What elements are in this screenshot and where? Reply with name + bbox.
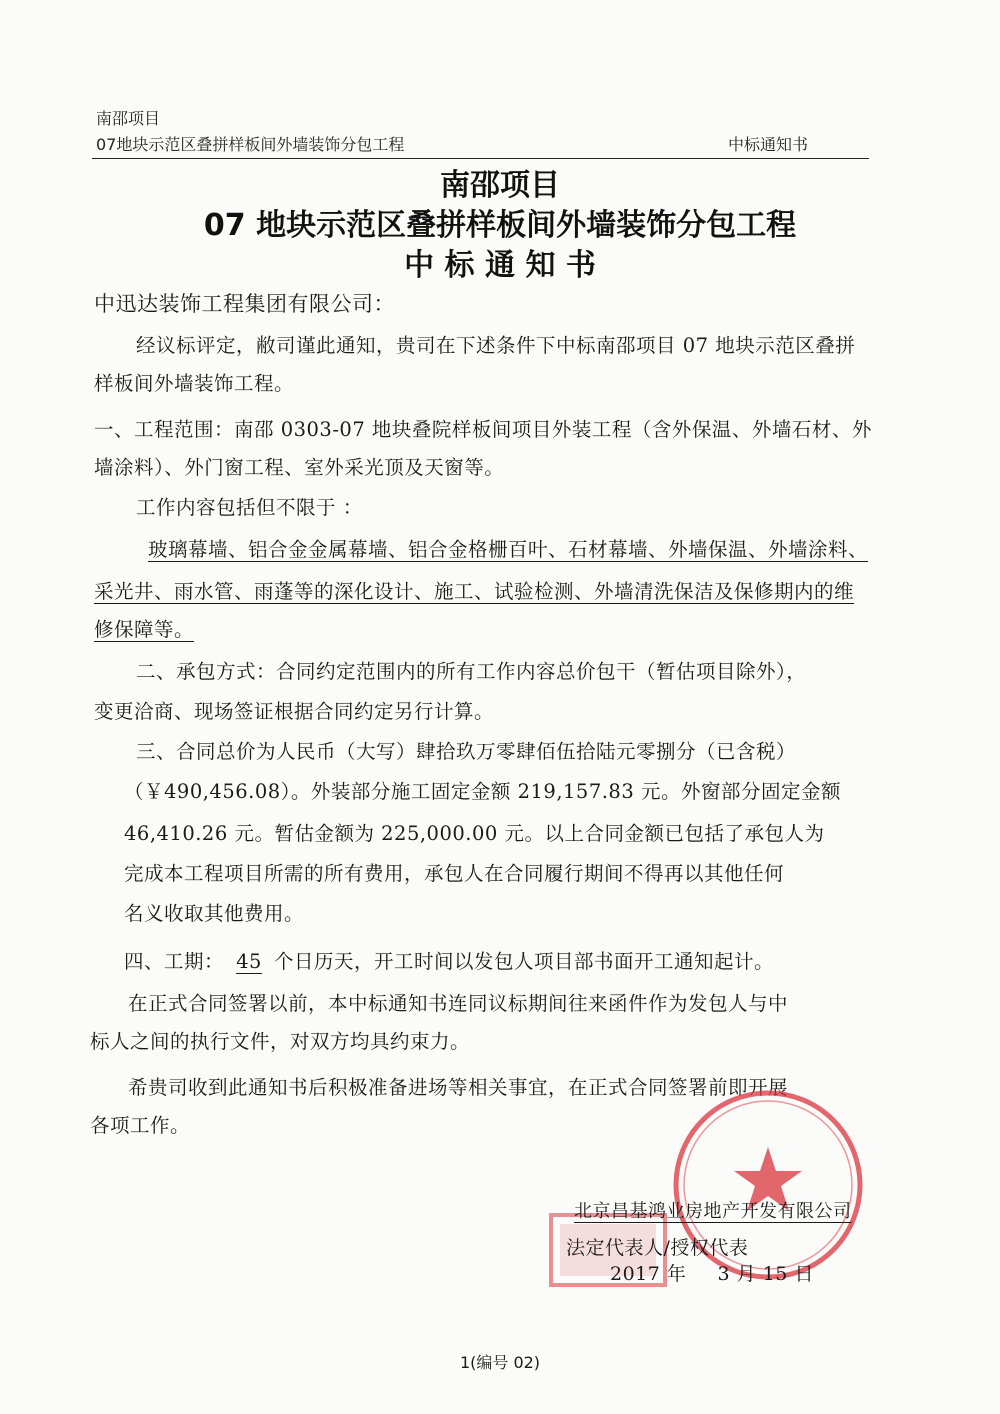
scope-items-line3: 修保障等。 — [94, 618, 195, 641]
addressee: 中迅达装饰工程集团有限公司： — [94, 292, 395, 316]
scope-items-line1: 玻璃幕墙、铝合金金属幕墙、铝合金格栅百叶、石材幕墙、外墙保温、外墙涂料、 — [148, 538, 869, 561]
duration-suffix: 个日历天，开工时间以发包人项目部书面开工通知起计。 — [274, 950, 775, 973]
date-year-unit: 年 — [666, 1263, 687, 1285]
header-project: 南邵项目 — [96, 109, 161, 128]
header-doc-type: 中标通知书 — [728, 135, 809, 154]
date-month: 3 — [717, 1263, 731, 1285]
closing-line1: 希贵司收到此通知书后积极准备进场等相关事宜，在正式合同签署前即开展 — [128, 1076, 789, 1099]
binding-line2: 标人之间的执行文件，对双方均具约束力。 — [90, 1030, 471, 1053]
price-line1: 三、合同总价为人民币（大写）肆拾玖万零肆佰伍拾陆元零捌分（已含税） — [136, 740, 797, 763]
contract-mode-line2: 变更洽商、现场签证根据合同约定另行计算。 — [94, 700, 495, 723]
binding-line1: 在正式合同签署以前，本中标通知书连同议标期间往来函件作为发包人与中 — [128, 992, 789, 1015]
price-line4: 完成本工程项目所需的所有费用，承包人在合同履行期间不得再以其他任何 — [124, 862, 785, 885]
title-notice: 中 标 通 知 书 — [404, 248, 596, 283]
closing-line2: 各项工作。 — [90, 1114, 191, 1137]
scope-items-line2: 采光井、雨水管、雨蓬等的深化设计、施工、试验检测、外墙清洗保洁及保修期内的维 — [94, 580, 855, 603]
header-subtitle: 07地块示范区叠拼样板间外墙装饰分包工程 — [96, 135, 405, 154]
price-line3: 46,410.26 元。暂估金额为 225,000.00 元。以上合同金额已包括了承包人为 — [124, 822, 825, 845]
duration-line — [124, 942, 774, 982]
contract-mode-line1: 二、承包方式：合同约定范围内的所有工作内容总价包干（暂估项目除外）， — [136, 660, 807, 683]
title-project-name: 07 地块示范区叠拼样板间外墙装饰分包工程 — [203, 208, 797, 243]
signature-rep: 法定代表人/授权代表 — [566, 1237, 749, 1259]
price-line2: （￥490,456.08）。外装部分施工固定金额 219,157.83 元。外窗部分固定金额 — [124, 780, 841, 803]
signature-company: 北京昌基鸿业房地产开发有限公司 — [574, 1201, 852, 1222]
title-project: 南邵项目 — [440, 168, 560, 203]
duration-days: 45 — [236, 950, 262, 973]
scope-intro: 工作内容包括但不限于 ： — [136, 496, 363, 519]
paragraph-intro-line1: 经议标评定，敝司谨此通知，贵司在下述条件下中标南邵项目 07 地块示范区叠拼 — [136, 334, 856, 357]
price-line5: 名义收取其他费用。 — [124, 902, 305, 925]
scope-line2: 墙涂料）、外门窗工程、室外采光顶及天窗等。 — [94, 456, 505, 479]
date-day-unit: 日 — [794, 1263, 814, 1285]
page-footer: 1(编号 02) — [459, 1353, 541, 1372]
signature-date — [610, 1254, 814, 1294]
date-month-unit: 月 — [736, 1263, 757, 1285]
scope-line1: 一、工程范围：南邵 0303-07 地块叠院样板间项目外装工程（含外保温、外墙石材、外 — [94, 418, 872, 441]
date-year: 2017 — [610, 1263, 661, 1285]
duration-label: 四、工期： — [124, 950, 225, 973]
paragraph-intro-line2: 样板间外墙装饰工程。 — [94, 372, 295, 395]
header-rule — [92, 158, 869, 159]
date-day: 15 — [762, 1263, 788, 1285]
